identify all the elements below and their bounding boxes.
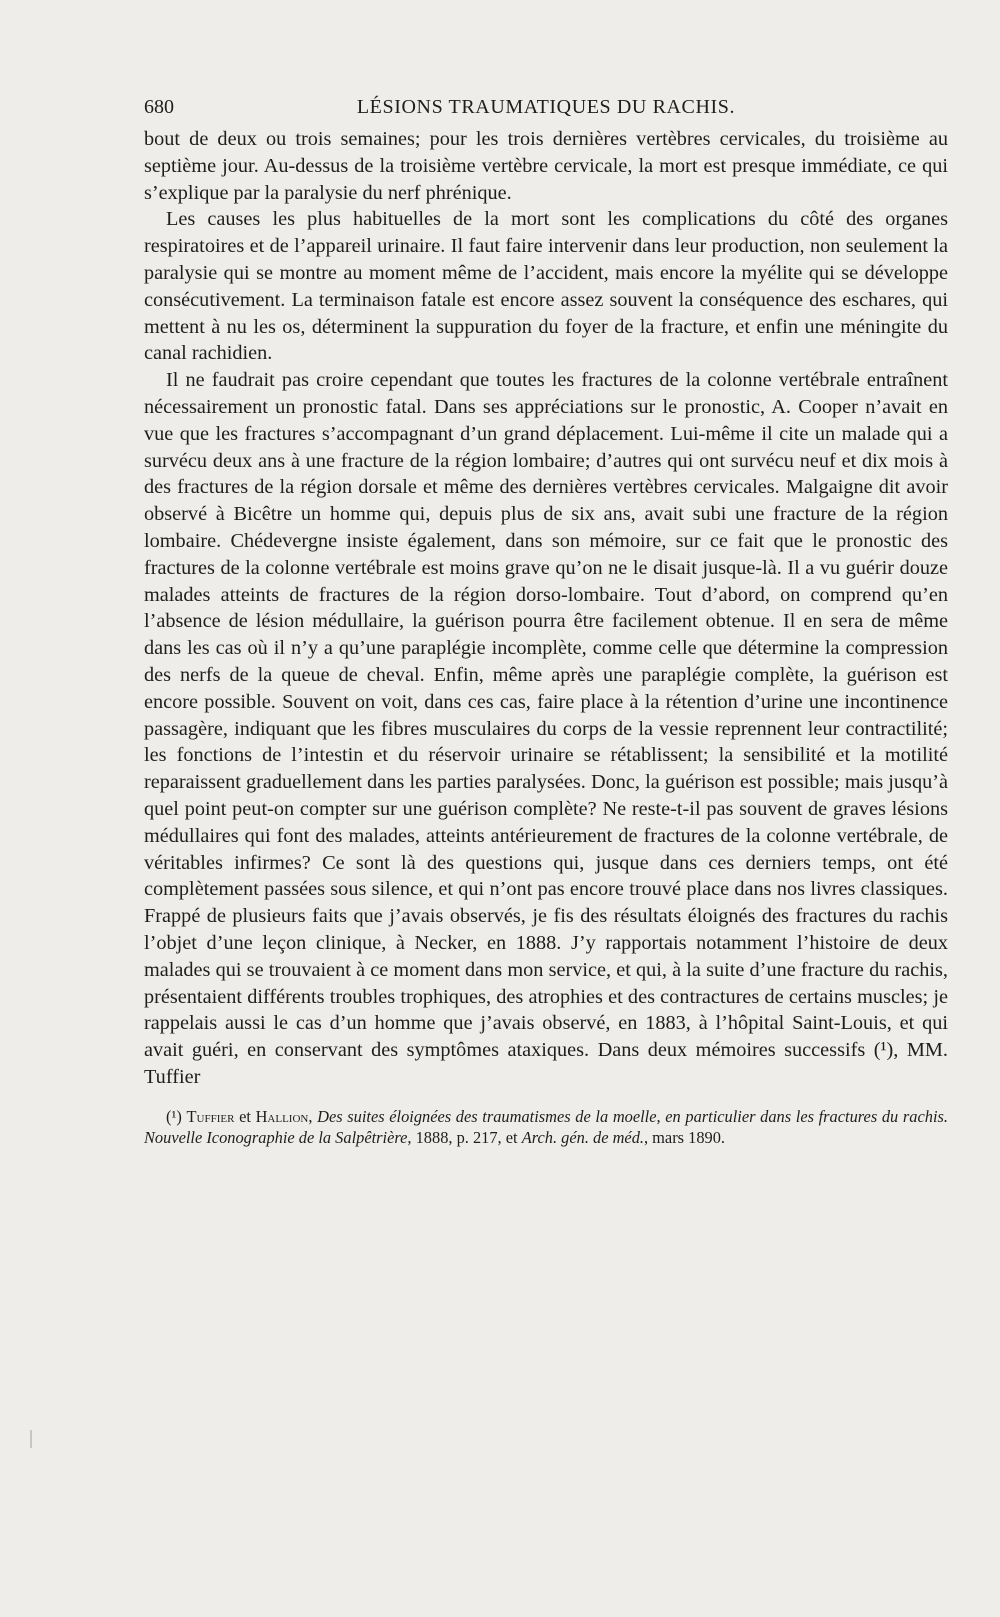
running-title: LÉSIONS TRAUMATIQUES DU RACHIS. — [356, 96, 736, 118]
paragraph-3: Il ne faudrait pas croire cependant que toutes les fractures de la colonne vertébrale entraînent nécessairement un pronostic fatal. Dans ses appréciations sur le pronostic, A. Cooper n’avait en vue que les fractures s’accompagnant d’un grand déplacement. Lui-même il cite un malade qui a survécu deux ans à une fracture de la région lombaire; d’autres qui ont survécu neuf et dix mois à des fractures de la région dorsale et même des dernières vertèbres cervicales. Malgaigne dit avoir observé à Bicêtre un homme qui, depuis plus de six ans, avait subi une fracture de la région lombaire. Chédevergne insiste également, dans son mémoire, sur ce fait que le pronostic des fractures de la colonne vertébrale est moins grave qu’on ne le disait jusque-là. Il a vu guérir douze malades atteints de fractures de la région dorso-lombaire. Tout d’abord, on comprend qu’en l’absence de lésion médullaire, la guérison pourra être facilement obtenue. Il en sera de même dans les cas où il n’y a qu’une paraplégie incomplète, comme celle que détermine la compression des nerfs de la queue de cheval. Enfin, même après une paraplégie complète, la guérison est encore possible. Souvent on voit, dans ces cas, faire place à la rétention d’urine une incontinence passagère, indiquant que les fibres musculaires du corps de la vessie reprennent leur contractilité; les fonctions de l’intestin et du réservoir urinaire se rétablissent; la sensibilité et la motilité reparaissent graduellement dans les parties paralysées. Donc, la guérison est possible; mais jusqu’à quel point peut-on compter sur une guérison complète? Ne reste-t-il pas souvent de graves lésions médullaires qui font des malades, atteints antérieurement de fractures de la colonne vertébrale, de véritables infirmes? Ce sont là des questions qui, jusque dans ces derniers temps, ont été complètement passées sous silence, et qui n’ont pas encore trouvé place dans nos livres classiques. Frappé de plusieurs faits que j’avais observés, je fis des résultats éloignés des fractures du rachis l’objet d’une leçon clinique, à Necker, en 1888. J’y rapportais notamment l’histoire de deux malades qui se trouvaient à ce moment dans mon service, et qui, à la suite d’une fracture du rachis, présentaient différents troubles trophiques, des atrophies et des contractures de certains muscles; je rappelais aussi le cas d’un homme que j’avais observé, en 1883, à l’hôpital Saint-Louis, et qui avait guéri, en conservant des symptômes ataxiques. Dans deux mémoires successifs (¹), MM. Tuffier — [144, 369, 948, 1088]
footnote-author-2: Hallion — [255, 1106, 309, 1126]
running-head — [144, 92, 948, 126]
footnote-marker: (¹) — [166, 1106, 182, 1126]
footnote-journal: Arch. gén. de méd. — [521, 1128, 644, 1148]
paragraph-1: bout de deux ou trois semaines; pour les trois dernières vertèbres cervicales, du troisième au septième jour. Au-dessus de la troisième vertèbre cervicale, la mort est presque immédiate, ce qui s’explique par la paralysie du nerf phrénique. — [144, 128, 948, 204]
paragraph-2: Les causes les plus habituelles de la mort sont les complications du côté des organes respiratoires et de l’appareil urinaire. Il faut faire intervenir dans leur production, non seulement la paralysie qui se montre au moment même de l’accident, mais encore la myélite qui se développe consécutivement. La terminaison fatale est encore assez souvent la conséquence des eschares, qui mettent à nu les os, déterminent la suppuration du foyer de la fracture, et enfin une méningite du canal rachidien. — [144, 208, 948, 365]
footnote-title: Des suites éloignées des traumatismes de la moelle, en particulier dans les fractures du rachis. Nouvelle Iconographie de la Salpêtrière — [144, 1106, 948, 1148]
footnote: (¹) Tuffier et Hallion, Des suites éloignées des traumatismes de la moelle, en particulier dans les fractures du rachis. Nouvelle Iconographie de la Salpêtrière, 1888, p. 217, et Arch. gén. de méd., mars 1890. — [144, 1106, 948, 1148]
body-text — [144, 126, 948, 1091]
footnote-reference-2: , mars 1890. — [643, 1128, 726, 1148]
page-number: 680 — [144, 96, 174, 118]
footnote-reference-1: , 1888, p. 217, et — [407, 1128, 518, 1148]
margin-mark — [30, 1430, 32, 1448]
footnote-conjunction: et — [239, 1106, 251, 1126]
page — [144, 92, 948, 1149]
footnote-author-1: Tuffier — [186, 1106, 235, 1126]
